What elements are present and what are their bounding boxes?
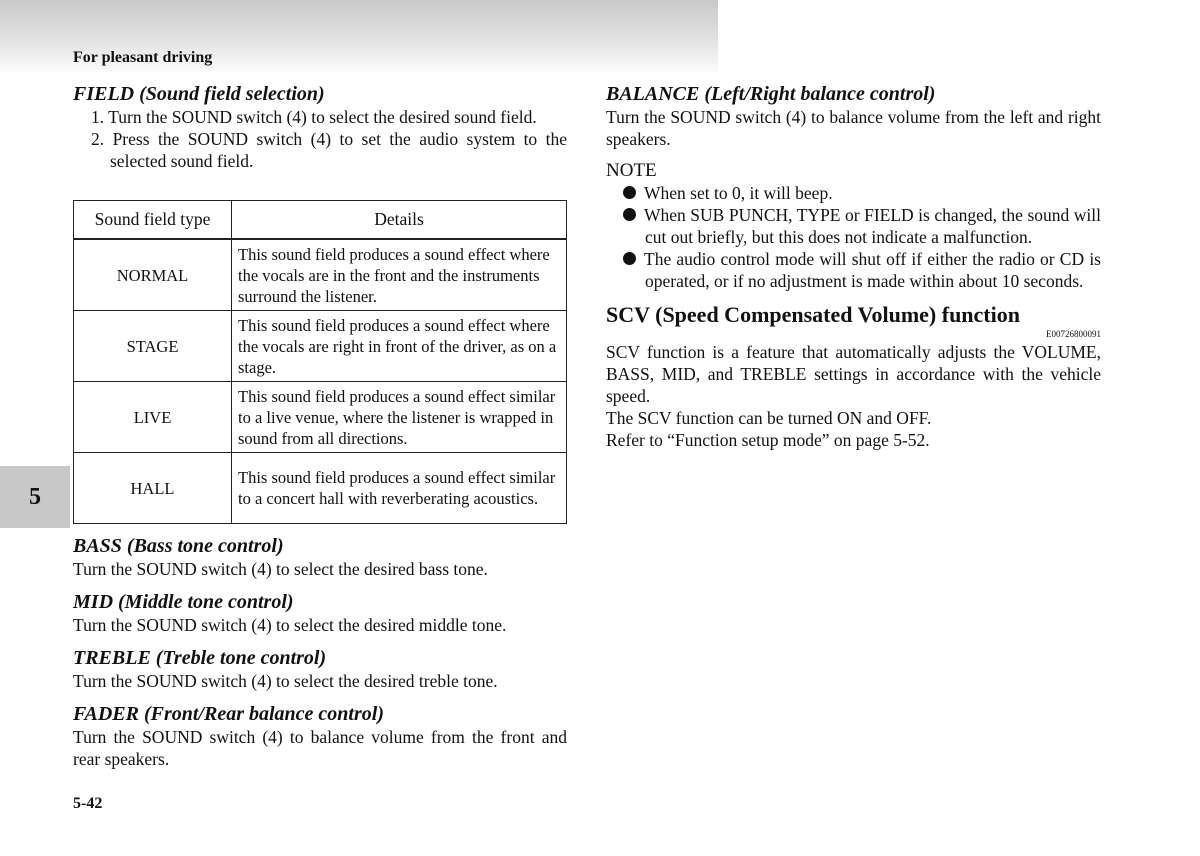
bass-heading: BASS (Bass tone control) [73,535,284,557]
scv-text: SCV function is a feature that automatically adjusts the VOLUME, BASS, MID, and TREBLE settings in accordance with the vehicle speed. [606,342,1101,406]
scv-line-3: Refer to “Function setup mode” on page 5-52. [606,430,930,450]
field-step-1: 1. Turn the SOUND switch (4) to select the desired sound field. [91,107,537,127]
table-row [74,239,567,311]
row-type: STAGE [74,311,232,382]
row-details: This sound field produces a sound effect similar to a live venue, where the listener is wrapped in sound from all directions. [232,382,567,453]
scv-line-2: The SCV function can be turned ON and OFF. [606,408,932,428]
treble-text: Turn the SOUND switch (4) to select the desired treble tone. [73,671,498,691]
note-item [606,182,1101,204]
note-item [606,204,1101,248]
mid-heading: MID (Middle tone control) [73,591,294,613]
table-row [74,453,567,524]
fader-text: Turn the SOUND switch (4) to balance volume from the front and rear speakers. [73,727,567,769]
bass-text: Turn the SOUND switch (4) to select the desired bass tone. [73,559,488,579]
right-column [606,82,1101,451]
header-sound-field-type: Sound field type [74,201,232,240]
balance-text: Turn the SOUND switch (4) to balance volume from the left and right speakers. [606,107,1101,149]
row-type: HALL [74,453,232,524]
page-number: 5-42 [73,795,103,812]
note-text: The audio control mode will shut off if either the radio or CD is operated, or if no adjustment is made within about 10 seconds. [644,249,1101,291]
table-row [74,311,567,382]
table-header-row [74,201,567,240]
header-details: Details [232,201,567,240]
scv-heading: SCV (Speed Compensated Volume) function [606,302,1020,327]
note-title: NOTE [606,160,657,181]
row-details: This sound field produces a sound effect where the vocals are right in front of the driver, as on a stage. [232,311,567,382]
mid-text: Turn the SOUND switch (4) to select the desired middle tone. [73,615,507,635]
field-steps [73,106,567,172]
note-item [606,248,1101,292]
note-text: When set to 0, it will beep. [644,183,833,203]
row-details: This sound field produces a sound effect where the vocals are in the front and the instruments surround the listener. [232,239,567,311]
sound-field-table [73,200,567,524]
section-header: For pleasant driving [73,49,213,66]
bullet-icon [623,252,636,265]
note-list [606,182,1101,292]
chapter-tab[interactable]: 5 [0,466,70,528]
bullet-icon [623,208,636,221]
balance-heading: BALANCE (Left/Right balance control) [606,83,936,105]
left-column [73,82,567,770]
row-details: This sound field produces a sound effect similar to a concert hall with reverberating acoustics. [232,453,567,524]
note-text: When SUB PUNCH, TYPE or FIELD is changed, the sound will cut out briefly, but this does not indicate a malfunction. [644,205,1101,247]
bullet-icon [623,186,636,199]
row-type: LIVE [74,382,232,453]
field-heading: FIELD (Sound field selection) [73,83,325,105]
table-row [74,382,567,453]
field-step-2: 2. Press the SOUND switch (4) to set the audio system to the selected sound field. [91,129,567,171]
section-code: E00726800091 [1046,329,1101,339]
treble-heading: TREBLE (Treble tone control) [73,647,327,669]
row-type: NORMAL [74,239,232,311]
fader-heading: FADER (Front/Rear balance control) [73,703,384,725]
